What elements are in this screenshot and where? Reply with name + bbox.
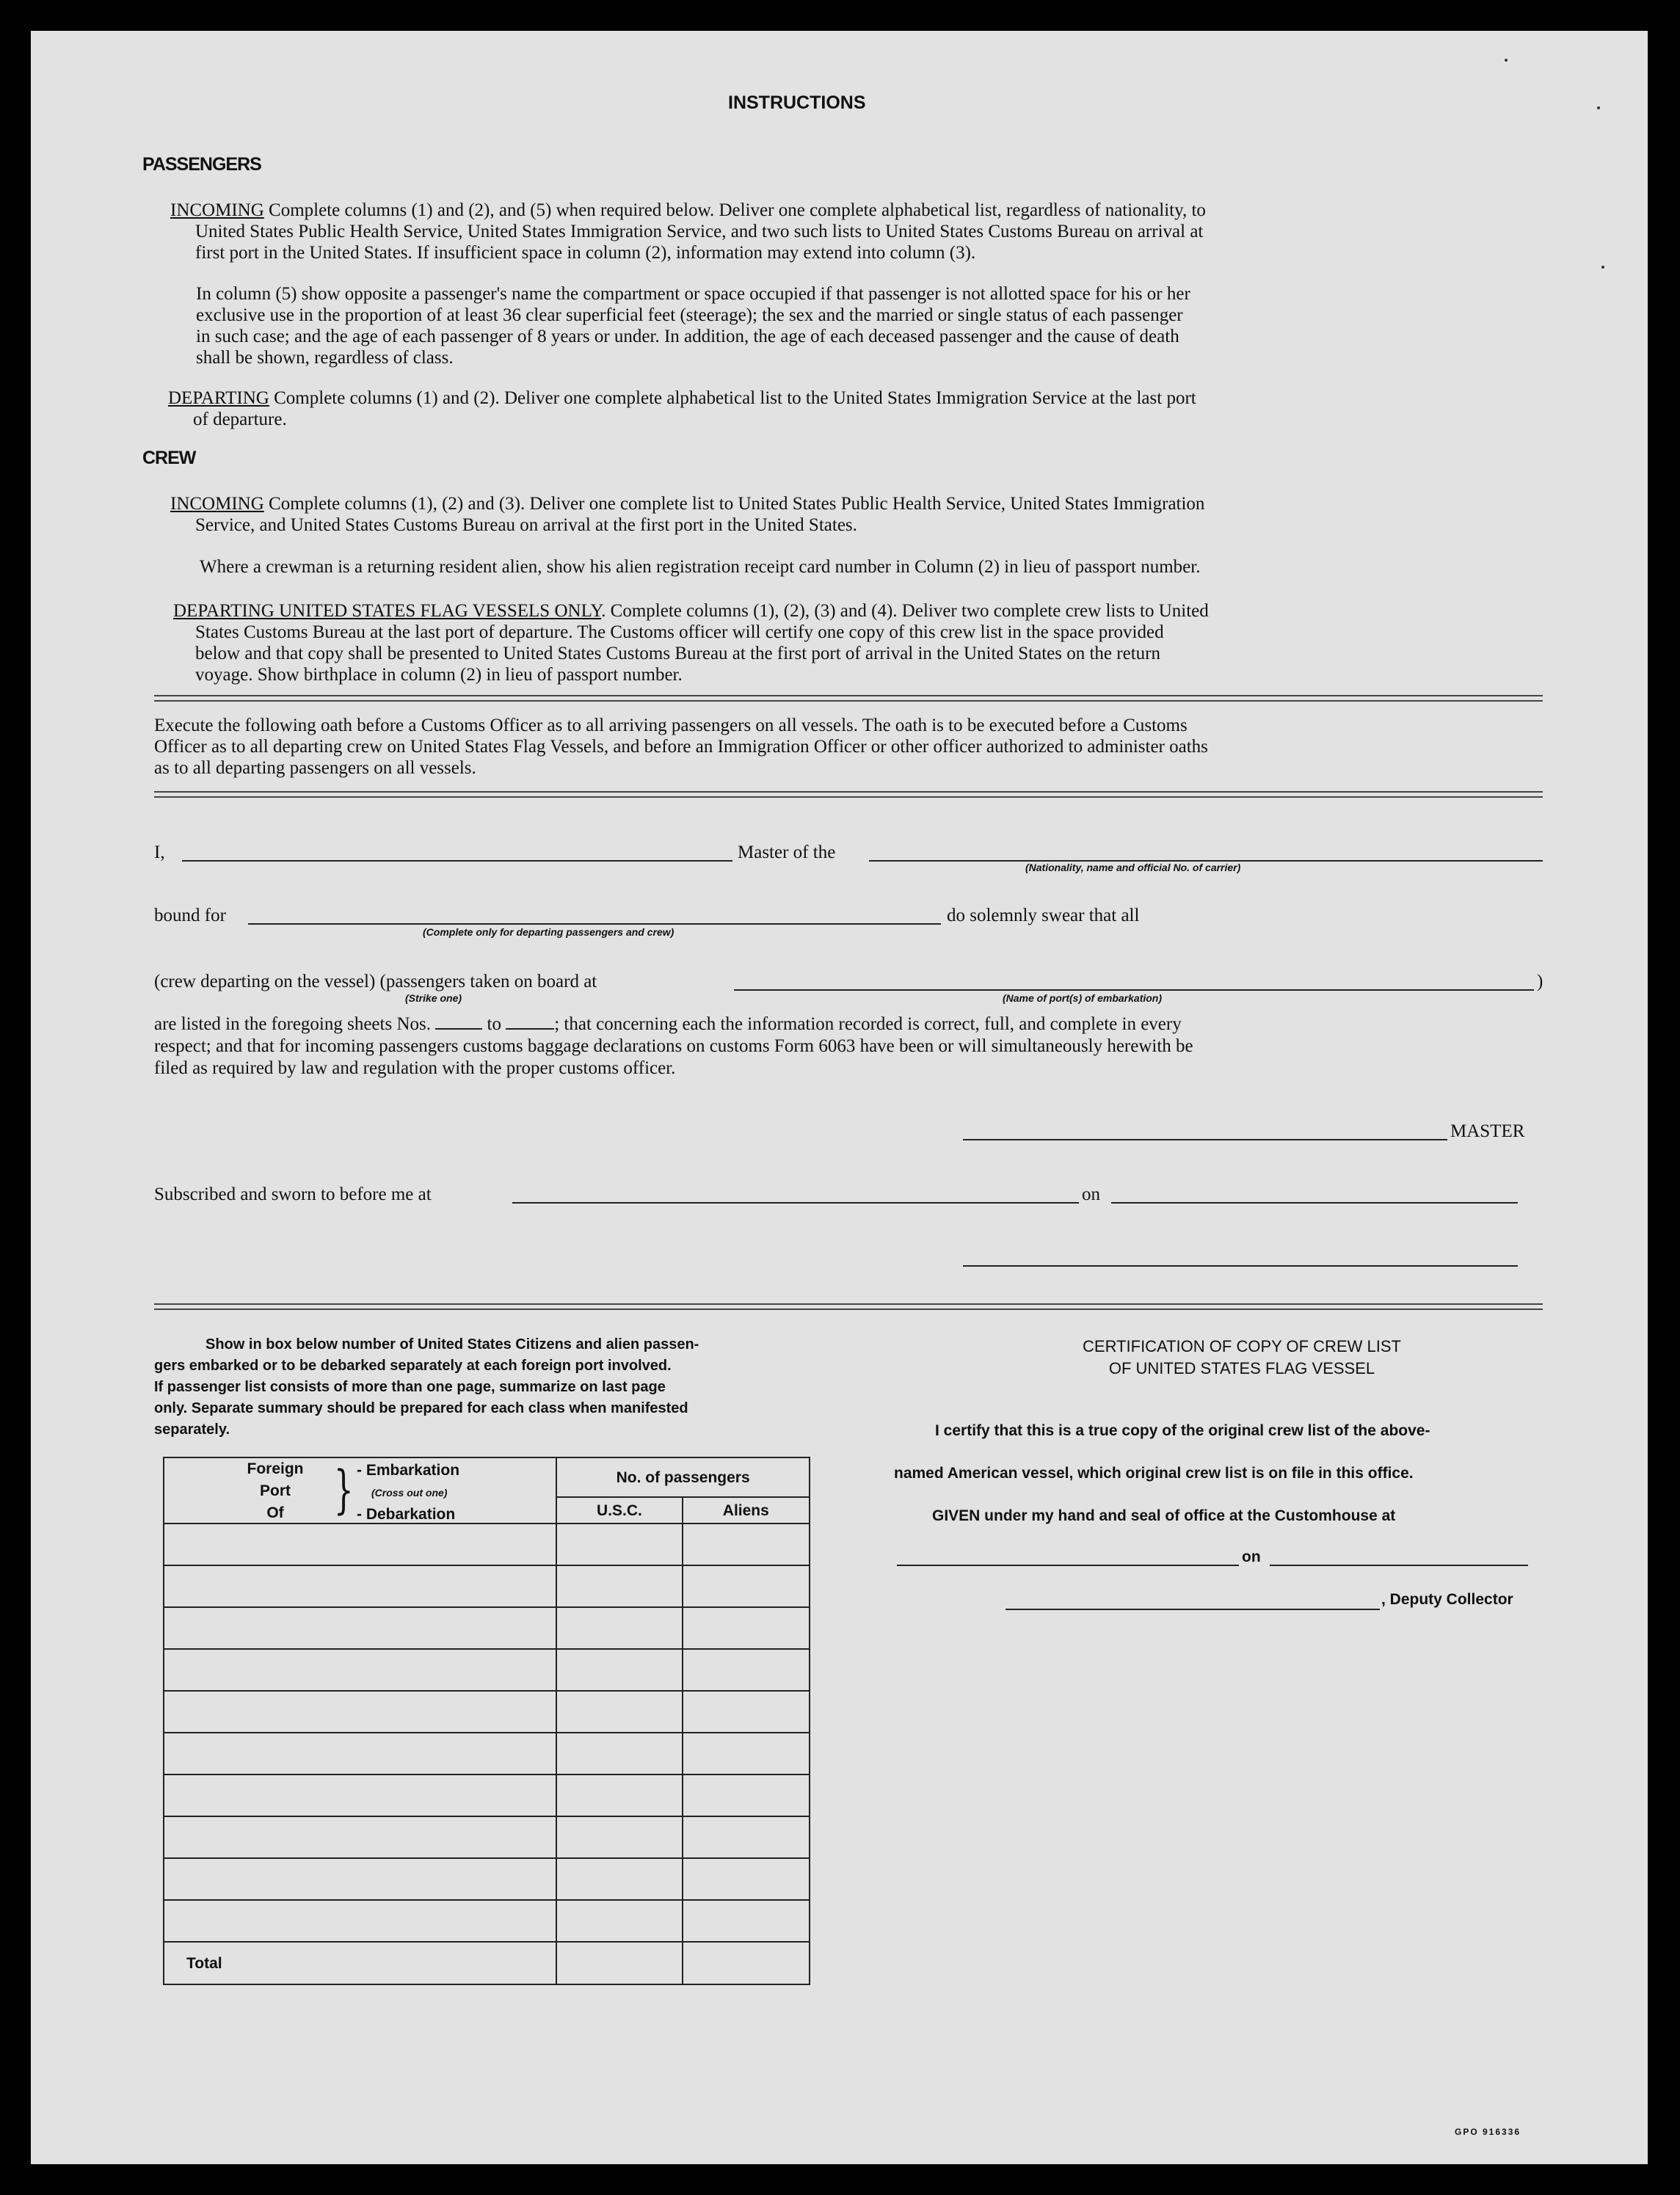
text-line: only. Separate summary should be prepared for each class when manifested xyxy=(154,1400,688,1416)
text-line: Complete columns (1), (2) and (3). Deliver one complete list to United States Public Health Service, United States Immigration xyxy=(269,494,1205,514)
text-line: exclusive use in the proportion of at least 36 clear superficial feet (steerage); the sex and the married or single status of each passenger xyxy=(196,305,1183,325)
passengers-column5-paragraph xyxy=(196,283,1190,368)
port-cell[interactable] xyxy=(164,1524,556,1565)
table-row xyxy=(164,1649,810,1691)
certify-line-2: named American vessel, which original crew list is on file in this office. xyxy=(894,1465,1414,1482)
aliens-cell[interactable] xyxy=(683,1524,810,1565)
aliens-total-cell[interactable] xyxy=(683,1942,810,1984)
aliens-cell[interactable] xyxy=(683,1900,810,1942)
respect-line: respect; and that for incoming passengers customs baggage declarations on customs Form 6063 have been or will simultaneously herewith be xyxy=(154,1036,1193,1056)
text-line: If passenger list consists of more than one page, summarize on last page xyxy=(154,1379,666,1395)
sworn-date-field[interactable] xyxy=(1111,1202,1518,1204)
text-line: Show in box below number of United States Citizens and alien passen- xyxy=(206,1336,699,1353)
usc-cell[interactable] xyxy=(556,1649,682,1691)
filed-line: filed as required by law and regulation with the proper customs officer. xyxy=(154,1058,676,1078)
text-line: In column (5) show opposite a passenger's name the compartment or space occupied if that passenger is not allotted space for his or her xyxy=(196,284,1190,304)
crew-resident-alien-note: Where a crewman is a returning resident alien, show his alien registration receipt card number in Column (2) in lieu of passport number. xyxy=(200,557,1201,577)
aliens-header xyxy=(683,1497,810,1524)
usc-cell[interactable] xyxy=(556,1524,682,1565)
speck xyxy=(1505,59,1508,62)
port-cell[interactable] xyxy=(164,1858,556,1900)
crew-departing-text: (crew departing on the vessel) (passengers taken on board at xyxy=(154,972,597,991)
listed-line xyxy=(154,1014,1182,1035)
master-name-field[interactable] xyxy=(182,860,732,862)
usc-cell[interactable] xyxy=(556,1774,682,1816)
text-line: Complete columns (1) and (2). Deliver one complete alphabetical list to the United States Immigration Service at the last port xyxy=(274,388,1196,408)
cert-on-label: on xyxy=(1242,1548,1261,1565)
aliens-cell[interactable] xyxy=(683,1649,810,1691)
embarkation-option[interactable]: - Embarkation xyxy=(357,1462,460,1479)
crew-departing-label: DEPARTING UNITED STATES FLAG VESSELS ONLY xyxy=(173,601,602,621)
usc-cell[interactable] xyxy=(556,1733,682,1774)
passengers-departing-paragraph xyxy=(168,387,1196,430)
usc-cell[interactable] xyxy=(556,1900,682,1942)
total-label-cell xyxy=(164,1942,556,1984)
text-line: OF UNITED STATES FLAG VESSEL xyxy=(1108,1359,1375,1377)
speck xyxy=(1597,106,1600,109)
text-line: of departure. xyxy=(193,409,287,429)
given-line: GIVEN under my hand and seal of office at the Customhouse at xyxy=(932,1507,1396,1524)
aliens-cell[interactable] xyxy=(683,1774,810,1816)
text-line: Execute the following oath before a Customs Officer as to all arriving passengers on all vessels. The oath is to be executed before a Customs xyxy=(154,716,1188,735)
port-cell[interactable] xyxy=(164,1900,556,1942)
debarkation-option[interactable]: - Debarkation xyxy=(357,1506,456,1523)
sheet-to-field[interactable] xyxy=(506,1015,554,1030)
port-cell[interactable] xyxy=(164,1733,556,1774)
aliens-label: Aliens xyxy=(722,1501,769,1519)
text-line: Complete columns (1) and (2), and (5) when required below. Deliver one complete alphabetical list, regardless of nationality, to xyxy=(269,200,1206,220)
aliens-cell[interactable] xyxy=(683,1691,810,1733)
crew-departing-paragraph xyxy=(173,600,1209,685)
aliens-cell[interactable] xyxy=(683,1607,810,1649)
aliens-cell[interactable] xyxy=(683,1565,810,1607)
text-line: United States Public Health Service, United States Immigration Service, and two such lists to United States Customs Bureau on arrival at xyxy=(195,222,1204,241)
port-cell[interactable] xyxy=(164,1607,556,1649)
text-line: Officer as to all departing crew on United States Flag Vessels, and before an Immigration Officer or other officer authorized to administer oaths xyxy=(154,737,1208,757)
aliens-cell[interactable] xyxy=(683,1858,810,1900)
table-row xyxy=(164,1524,810,1565)
text-line: shall be shown, regardless of class. xyxy=(196,348,454,368)
deputy-collector-label: , Deputy Collector xyxy=(1381,1591,1513,1608)
table-row xyxy=(164,1607,810,1649)
aliens-cell[interactable] xyxy=(683,1733,810,1774)
section-divider xyxy=(154,1303,1543,1310)
crew-heading: CREW xyxy=(142,448,196,468)
strike-caption: (Strike one) xyxy=(405,992,462,1004)
table-row xyxy=(164,1900,810,1942)
text-line: first port in the United States. If insufficient space in column (2), information may extend into column (3). xyxy=(195,243,976,263)
port-summary-table xyxy=(163,1457,810,1985)
table-row xyxy=(164,1774,810,1816)
total-label: Total xyxy=(186,1954,222,1972)
port-header-cell xyxy=(164,1457,556,1524)
customhouse-field[interactable] xyxy=(897,1565,1239,1566)
passengers-departing-label: DEPARTING xyxy=(168,388,269,408)
usc-cell[interactable] xyxy=(556,1607,682,1649)
sworn-on-label: on xyxy=(1082,1184,1100,1204)
text-line: as to all departing passengers on all vessels. xyxy=(154,758,476,778)
brace-glyph: } xyxy=(333,1460,354,1520)
destination-field[interactable] xyxy=(248,923,941,925)
foreign-label: Foreign xyxy=(247,1460,304,1477)
certification-title xyxy=(978,1336,1506,1380)
section-divider xyxy=(154,791,1543,798)
master-signature-field[interactable] xyxy=(963,1139,1447,1140)
table-row xyxy=(164,1565,810,1607)
certify-line-1: I certify that this is a true copy of the original crew list of the above- xyxy=(935,1422,1430,1439)
port-cell[interactable] xyxy=(164,1691,556,1733)
passengers-heading: PASSENGERS xyxy=(142,154,261,175)
port-cell[interactable] xyxy=(164,1649,556,1691)
usc-header xyxy=(556,1497,682,1524)
no-passengers-header xyxy=(556,1457,810,1497)
sheet-from-field[interactable] xyxy=(435,1015,482,1030)
text-line: below and that copy shall be presented to United States Customs Bureau at the first port of arrival in the United States on the return xyxy=(195,644,1160,663)
text-line: CERTIFICATION OF COPY OF CREW LIST xyxy=(1083,1337,1401,1355)
text-line: are listed in the foregoing sheets Nos. xyxy=(154,1014,431,1034)
deputy-signature-field[interactable] xyxy=(1006,1609,1380,1610)
crew-incoming-paragraph xyxy=(170,493,1204,536)
usc-cell[interactable] xyxy=(556,1691,682,1733)
table-row xyxy=(164,1691,810,1733)
total-row xyxy=(164,1942,810,1984)
speck xyxy=(1601,266,1604,269)
table-row xyxy=(164,1733,810,1774)
text-line: ; that concerning each the information recorded is correct, full, and complete in every xyxy=(554,1014,1182,1034)
gpo-code: GPO 916336 xyxy=(1455,2127,1521,2137)
usc-cell[interactable] xyxy=(556,1565,682,1607)
form-page xyxy=(31,31,1648,2164)
bound-caption: (Complete only for departing passengers and crew) xyxy=(423,926,674,938)
section-divider xyxy=(154,695,1543,702)
instructions-title: INSTRUCTIONS xyxy=(728,92,866,113)
summary-note xyxy=(154,1334,699,1441)
nationality-caption: (Nationality, name and official No. of carrier) xyxy=(1025,862,1241,873)
subscribed-label: Subscribed and sworn to before me at xyxy=(154,1184,432,1204)
oath-intro xyxy=(154,715,1208,779)
usc-cell[interactable] xyxy=(556,1816,682,1858)
swear-text: do solemnly swear that all xyxy=(947,906,1140,925)
text-line: gers embarked or to be debarked separately at each foreign port involved. xyxy=(154,1358,672,1374)
text-line: voyage. Show birthplace in column (2) in lieu of passport number. xyxy=(195,665,683,685)
port-cell[interactable] xyxy=(164,1565,556,1607)
port-caption: (Name of port(s) of embarkation) xyxy=(1003,992,1163,1004)
port-cell[interactable] xyxy=(164,1774,556,1816)
table-row xyxy=(164,1816,810,1858)
passengers-incoming-label: INCOMING xyxy=(170,200,264,220)
officer-signature-field[interactable] xyxy=(963,1265,1518,1267)
sworn-place-field[interactable] xyxy=(512,1202,1079,1204)
cert-date-field[interactable] xyxy=(1270,1565,1528,1566)
close-paren: ) xyxy=(1537,972,1543,991)
crew-incoming-label: INCOMING xyxy=(170,494,264,514)
no-passengers-label: No. of passengers xyxy=(616,1468,750,1486)
of-label: Of xyxy=(266,1504,284,1521)
text-line: . Complete columns (1), (2), (3) and (4). Deliver two complete crew lists to United xyxy=(601,601,1209,621)
usc-cell[interactable] xyxy=(556,1858,682,1900)
oath-i-label: I, xyxy=(154,842,165,862)
text-line: Service, and United States Customs Bureau on arrival at the first port in the United States. xyxy=(195,515,857,535)
usc-label: U.S.C. xyxy=(597,1501,642,1519)
master-label: MASTER xyxy=(1450,1121,1525,1141)
cross-out-caption: (Cross out one) xyxy=(371,1487,448,1499)
master-of-the-label: Master of the xyxy=(738,842,836,862)
port-cell[interactable] xyxy=(164,1816,556,1858)
passengers-incoming-paragraph xyxy=(170,200,1206,263)
usc-total-cell[interactable] xyxy=(556,1942,682,1984)
aliens-cell[interactable] xyxy=(683,1816,810,1858)
text-line: separately. xyxy=(154,1422,230,1438)
embarkation-port-field[interactable] xyxy=(734,989,1534,991)
text-line: in such case; and the age of each passenger of 8 years or under. In addition, the age of each deceased passenger and the cause of death xyxy=(196,327,1179,346)
text-line: States Customs Bureau at the last port of departure. The Customs officer will certify one copy of this crew list in the space provided xyxy=(195,622,1164,642)
table-row xyxy=(164,1858,810,1900)
text-line: to xyxy=(487,1014,501,1034)
port-label: Port xyxy=(260,1482,291,1499)
bound-for-label: bound for xyxy=(154,906,226,925)
